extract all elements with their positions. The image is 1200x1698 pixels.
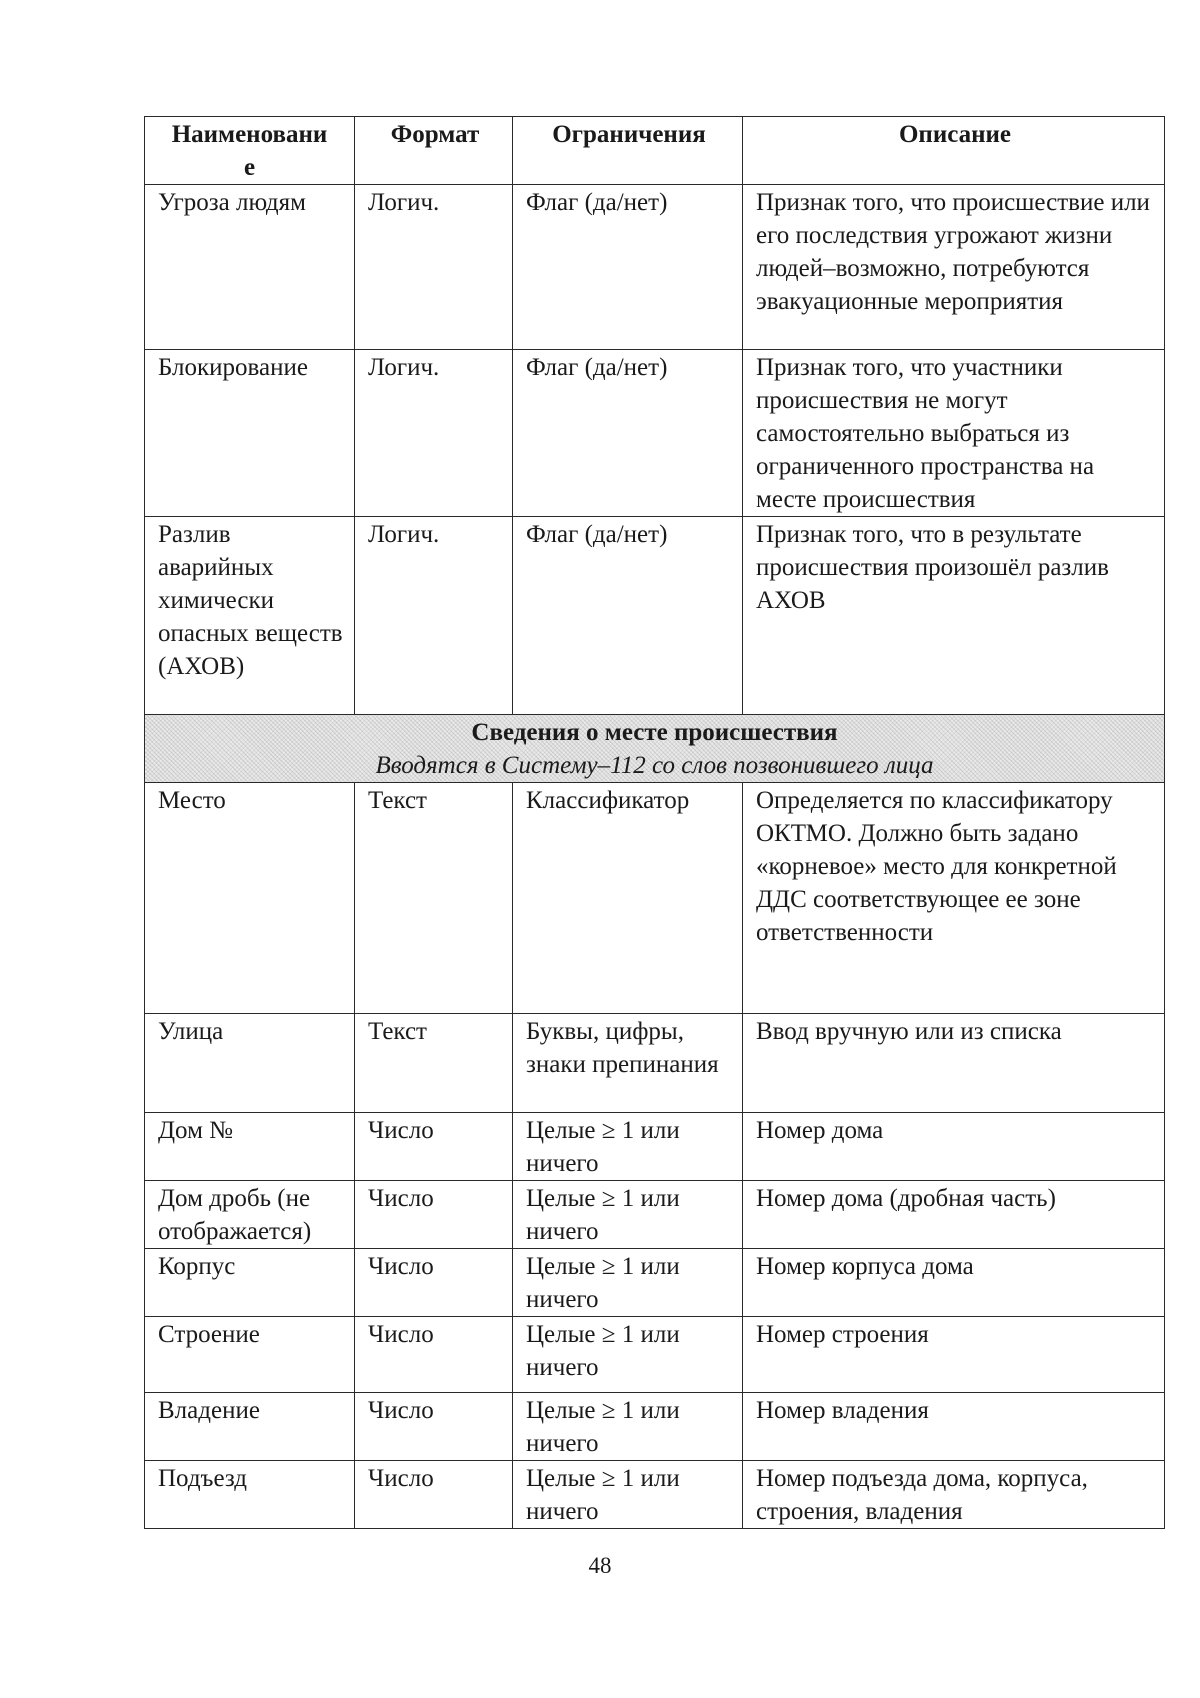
cell-format: Число [355, 1113, 513, 1181]
cell-name: Угроза людям [145, 185, 355, 350]
cell-limits: Целые ≥ 1 или ничего [513, 1249, 743, 1317]
cell-limits: Флаг (да/нет) [513, 350, 743, 517]
cell-limits: Флаг (да/нет) [513, 185, 743, 350]
header-limits: Ограничения [513, 117, 743, 185]
cell-format: Текст [355, 783, 513, 1014]
table-row [145, 185, 1165, 350]
table-row [145, 517, 1165, 715]
cell-name: Блокирование [145, 350, 355, 517]
table-header-row [145, 117, 1165, 185]
table-row [145, 1014, 1165, 1113]
cell-name: Строение [145, 1317, 355, 1393]
cell-limits: Классификатор [513, 783, 743, 1014]
cell-description: Номер корпуса дома [743, 1249, 1165, 1317]
cell-description: Признак того, что участники происшествия не могут самостоятельно выбраться из ограниченного пространства на месте происшествия [743, 350, 1165, 517]
cell-format: Число [355, 1461, 513, 1529]
cell-format: Текст [355, 1014, 513, 1113]
section-subtitle: Вводятся в Систему–112 со слов позвонившего лица [375, 752, 934, 779]
cell-description: Номер владения [743, 1393, 1165, 1461]
cell-description: Признак того, что в результате происшествия произошёл разлив АХОВ [743, 517, 1165, 715]
cell-name: Разлив аварийных химически опасных веществ (АХОВ) [145, 517, 355, 715]
cell-name: Корпус [145, 1249, 355, 1317]
cell-description: Номер строения [743, 1317, 1165, 1393]
header-name: Наименовани е [145, 117, 355, 185]
cell-name: Улица [145, 1014, 355, 1113]
cell-limits: Целые ≥ 1 или ничего [513, 1393, 743, 1461]
cell-name: Дом № [145, 1113, 355, 1181]
cell-name: Владение [145, 1393, 355, 1461]
cell-limits: Флаг (да/нет) [513, 517, 743, 715]
cell-format: Логич. [355, 517, 513, 715]
table-row [145, 1181, 1165, 1249]
section-title: Сведения о месте происшествия [471, 719, 838, 746]
cell-name: Дом дробь (не отображается) [145, 1181, 355, 1249]
table-row [145, 1317, 1165, 1393]
table-row [145, 350, 1165, 517]
cell-name: Подъезд [145, 1461, 355, 1529]
cell-limits: Целые ≥ 1 или ничего [513, 1317, 743, 1393]
section-header-row [145, 715, 1165, 783]
cell-format: Логич. [355, 350, 513, 517]
cell-name: Место [145, 783, 355, 1014]
header-description: Описание [743, 117, 1165, 185]
cell-limits: Буквы, цифры, знаки препинания [513, 1014, 743, 1113]
cell-format: Число [355, 1181, 513, 1249]
page-number: 48 [588, 1553, 612, 1578]
cell-format: Число [355, 1317, 513, 1393]
cell-limits: Целые ≥ 1 или ничего [513, 1113, 743, 1181]
cell-description: Ввод вручную или из списка [743, 1014, 1165, 1113]
section-header [145, 715, 1165, 783]
cell-format: Логич. [355, 185, 513, 350]
cell-limits: Целые ≥ 1 или ничего [513, 1461, 743, 1529]
cell-description: Номер подъезда дома, корпуса, строения, владения [743, 1461, 1165, 1529]
cell-description: Номер дома [743, 1113, 1165, 1181]
table-row [145, 1393, 1165, 1461]
cell-format: Число [355, 1249, 513, 1317]
header-format: Формат [355, 117, 513, 185]
cell-format: Число [355, 1393, 513, 1461]
field-spec-table [144, 116, 1165, 1529]
cell-limits: Целые ≥ 1 или ничего [513, 1181, 743, 1249]
cell-description: Признак того, что происшествие или его последствия угрожают жизни людей–возможно, потребуются эвакуационные мероприятия [743, 185, 1165, 350]
table-row [145, 1113, 1165, 1181]
cell-description: Номер дома (дробная часть) [743, 1181, 1165, 1249]
table-row [145, 1249, 1165, 1317]
cell-description: Определяется по классификатору ОКТМО. Должно быть задано «корневое» место для конкретной ДДС соответствующее ее зоне ответственности [743, 783, 1165, 1014]
table-row [145, 783, 1165, 1014]
table-row [145, 1461, 1165, 1529]
